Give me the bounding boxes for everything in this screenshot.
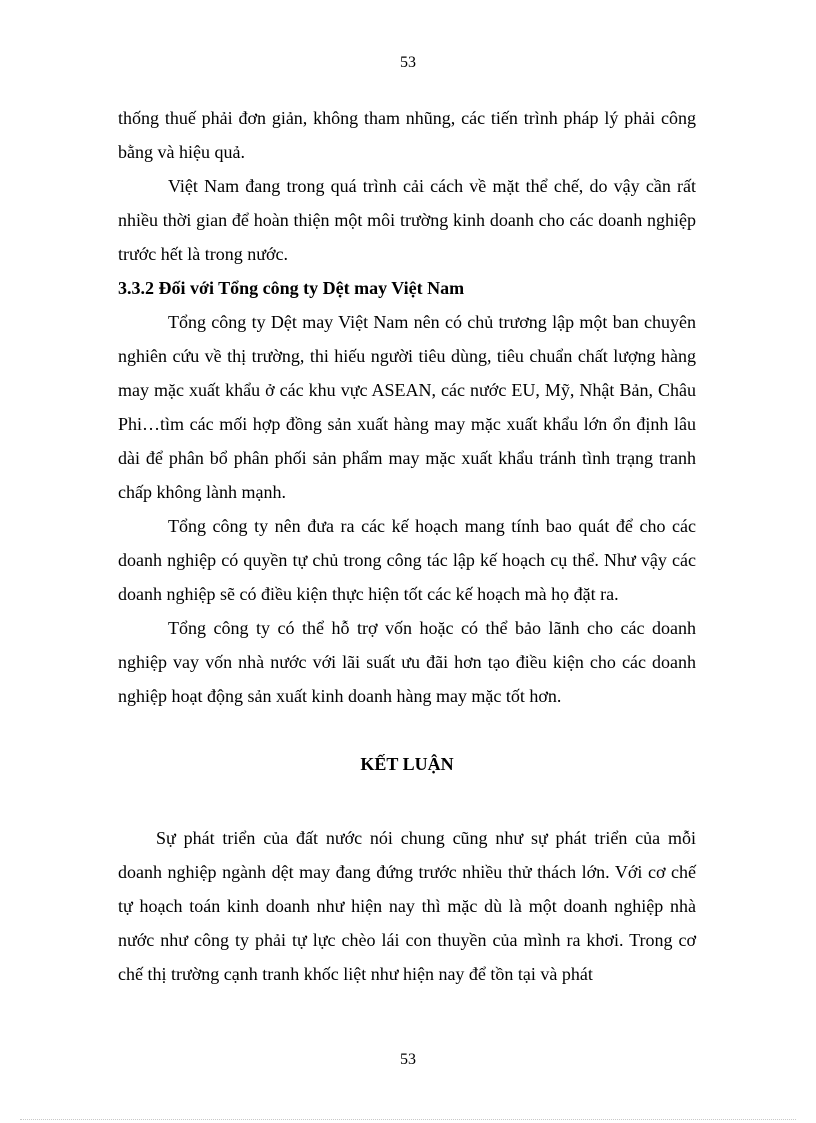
section-paragraph-research: Tổng công ty Dệt may Việt Nam nên có chủ trương lập một ban chuyên nghiên cứu về thị trường, thi hiếu người tiêu dùng, tiêu chuẩn chất lượng hàng may mặc xuất khẩu ở các khu vực ASEAN, các nước EU, Mỹ, Nhật Bản, Châu Phi…tìm các mối hợp đồng sản xuất hàng may mặc xuất khẩu lớn ổn định lâu dài để phân bổ phân phối sản phẩm may mặc xuất khẩu tránh tình trạng tranh chấp không lành mạnh.	[118, 312, 696, 502]
conclusion-paragraph: Sự phát triển của đất nước nói chung cũng như sự phát triển của mỗi doanh nghiệp ngành dệt may đang đứng trước nhiều thử thách lớn. Với cơ chế tự hoạch toán kinh doanh như hiện nay thì mặc dù là một doanh nghiệp nhà nước như công ty phải tự lực chèo lái con thuyền của mình ra khơi. Trong cơ chế thị trường cạnh tranh khốc liệt như hiện nay để tồn tại và phát	[118, 828, 696, 984]
page-number-bottom: 53	[400, 1051, 416, 1068]
section-paragraph-planning: Tổng công ty nên đưa ra các kế hoạch mang tính bao quát để cho các doanh nghiệp có quyền tự chủ trong công tác lập kế hoạch cụ thể. Như vậy các doanh nghiệp sẽ có điều kiện thực hiện tốt các kế hoạch mà họ đặt ra.	[118, 516, 696, 604]
conclusion-section	[118, 821, 696, 991]
page-number-top: 53	[400, 54, 416, 71]
document-body	[118, 101, 696, 991]
section-paragraph-capital-support: Tổng công ty có thể hỗ trợ vốn hoặc có thể bảo lãnh cho các doanh nghiệp vay vốn nhà nước với lãi suất ưu đãi hơn tạo điều kiện cho các doanh nghiệp hoạt động sản xuất kinh doanh hàng may mặc tốt hơn.	[118, 618, 696, 706]
page-break-divider	[20, 1119, 796, 1120]
section-heading: 3.3.2 Đối với Tổng công ty Dệt may Việt Nam	[118, 278, 465, 298]
paragraph-continued: thống thuế phải đơn giản, không tham nhũng, các tiến trình pháp lý phải công bằng và hiệu quả.	[118, 108, 696, 162]
paragraph-institutional-reform: Việt Nam đang trong quá trình cải cách về mặt thể chế, do vậy cần rất nhiều thời gian để hoàn thiện một môi trường kinh doanh cho các doanh nghiệp trước hết là trong nước.	[118, 176, 696, 264]
conclusion-title: KẾT LUẬN	[360, 754, 454, 774]
